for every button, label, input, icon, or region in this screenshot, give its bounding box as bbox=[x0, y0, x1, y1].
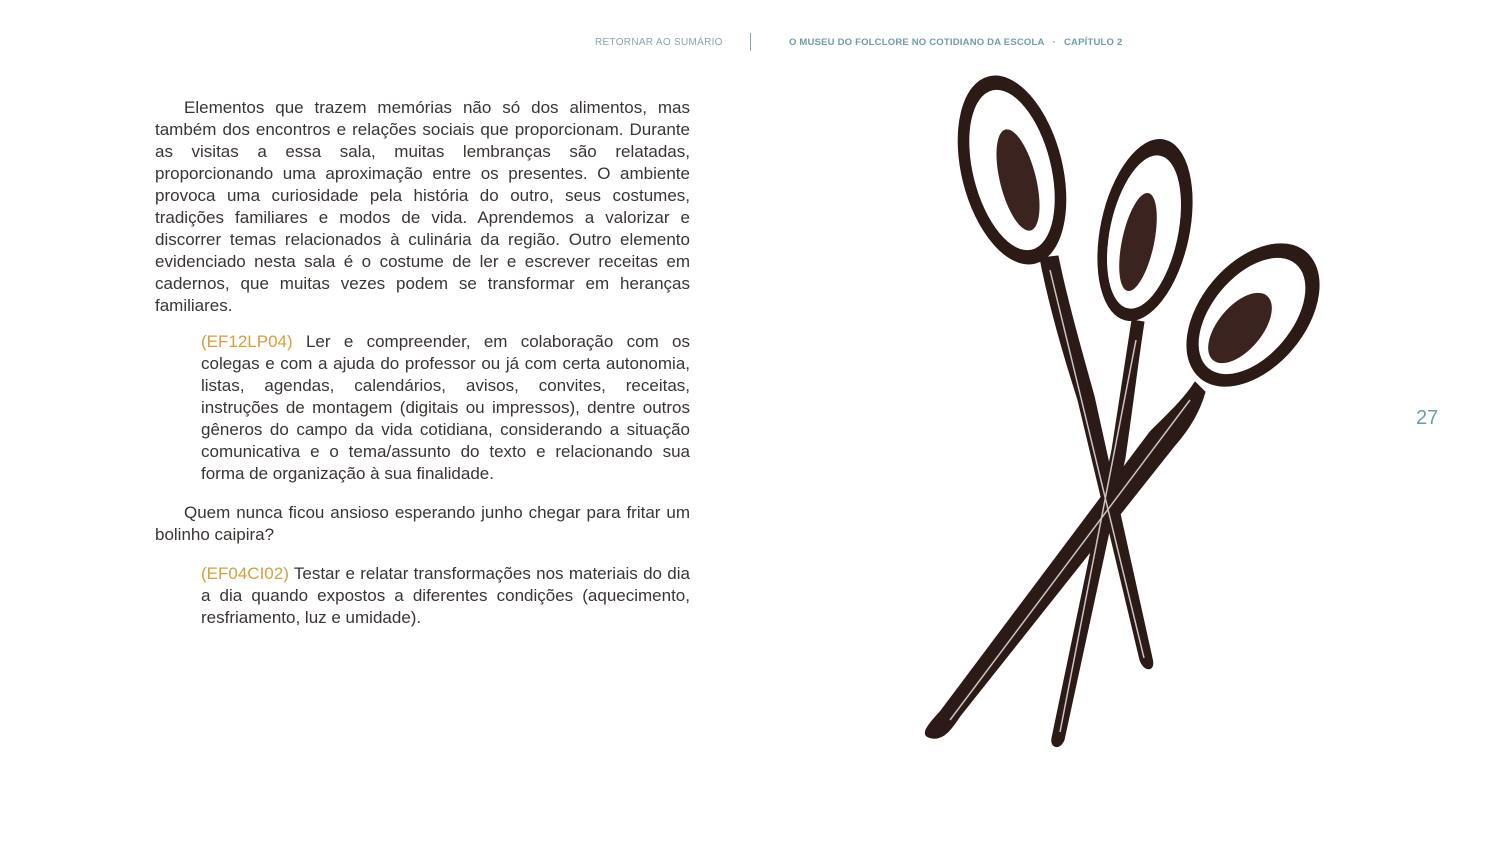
wooden-spoons-icon bbox=[900, 60, 1330, 760]
skill-description: Ler e compreender, em colaboração com os colegas e com a ajuda do professor ou já com certa autonomia, listas, agendas, calendários, avisos, convites, receitas, instruções de montagem (digitais ou impressos), dentre outros gêneros do campo da vida cotidiana, considerando a situação comunicativa e o tema/assunto do texto e relacionando sua forma de organização à sua finalidade. bbox=[201, 332, 690, 483]
skill-description: Testar e relatar transformações nos materiais do dia a dia quando expostos a diferentes condições (aquecimento, resfriamento, luz e umidade). bbox=[201, 564, 690, 627]
page-number: 27 bbox=[1416, 407, 1439, 429]
paragraph-intro: Elementos que trazem memórias não só dos alimentos, mas também dos encontros e relações sociais que proporcionam. Durante as visitas a essa sala, muitas lembranças são relatadas, proporcionando uma aproximação entre os presentes. O ambiente provoca uma curiosidade pela história do outro, seus costumes, tradições familiares e modos de vida. Aprendemos a valorizar e discorrer temas relacionados à culinária da região. Outro elemento evidenciado nesta sala é o costume de ler e escrever receitas em cadernos, que muitas vezes podem se transformar em heranças familiares. bbox=[155, 98, 690, 315]
paragraph-bolinho: Quem nunca ficou ansioso esperando junho chegar para fritar um bolinho caipira? bbox=[155, 503, 690, 544]
skill-ef12lp04 bbox=[201, 331, 690, 485]
skill-code: (EF04CI02) bbox=[201, 564, 289, 583]
header-divider bbox=[750, 33, 751, 51]
chapter-label: CAPÍTULO 2 bbox=[1063, 37, 1123, 48]
book-title: O MUSEU DO FOLCLORE NO COTIDIANO DA ESCOLA bbox=[789, 37, 1045, 48]
header-separator: · bbox=[1052, 37, 1056, 48]
running-header bbox=[789, 37, 1122, 48]
skill-ef04ci02 bbox=[201, 563, 690, 629]
main-text-column bbox=[155, 97, 690, 629]
back-to-summary-link[interactable]: RETORNAR AO SUMÁRIO bbox=[595, 37, 723, 48]
skill-code: (EF12LP04) bbox=[201, 332, 293, 351]
